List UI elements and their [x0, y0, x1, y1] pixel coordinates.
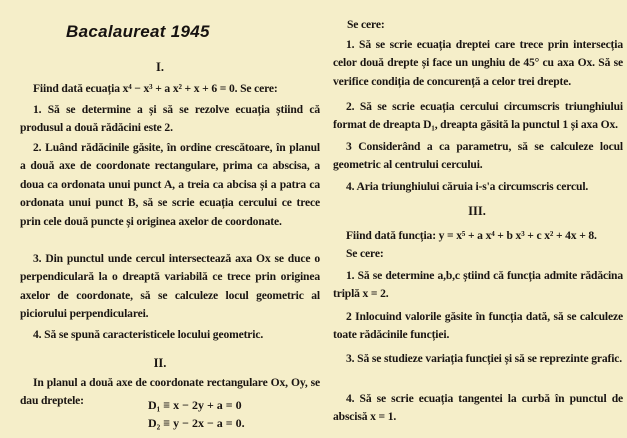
part1-item-2: 2. Luând rădăcinile găsite, în ordine crescătoare, în planul a două axe de coordonate rectangulare, prima ca abscisa, a doua ca ordonata unui punct A, a treia ca abcisa și a patra ca ordonata unui punct B, să se scrie ecuația cercului ce trece prin cele două puncte și originea axelor de coordonate. — [20, 141, 320, 228]
part2-item-4: 4. Aria triunghiului căruia i-s'a circumscris cercul. — [346, 180, 589, 193]
part3-item-2: 2 Inlocuind valorile găsite în funcția dată, să se calculeze toate rădăcinile funcției. — [333, 310, 623, 342]
section-numeral-3: III. — [468, 204, 486, 218]
part1-intro: Fiind dată ecuația x⁴ − x³ + a x² + x + 6 = 0. Se cere: — [33, 82, 278, 95]
part1-item-1: 1. Să se determine a și să se rezolve ecuația știind că produsul a două rădăcini este 2. — [20, 103, 320, 135]
part2-intro: In planul a două axe de coordonate rectangulare Ox, Oy, se dau dreptele: — [20, 376, 320, 408]
part3-se-cere: Se cere: — [346, 247, 384, 260]
part2-item-2: 2. Să se scrie ecuația cercului circumscris triunghiului format de dreapta D₁, dreapta găsită la punctul 1 și axa Ox. — [333, 100, 623, 132]
section-numeral-2: II. — [153, 356, 167, 370]
part3-item-1: 1. Să se determine a,b,c știind că funcția admite rădăcina triplă x = 2. — [333, 269, 623, 301]
part1-item-4: 4. Să se spună caracteristicele locului geometric. — [33, 328, 264, 341]
equation-d1: D₁ ≡ x − 2y + a = 0 — [148, 398, 242, 412]
part3-item-4: 4. Să se scrie ecuația tangentei la curbă în punctul de abscisă x = 1. — [333, 392, 623, 424]
part2-item-1: 1. Să se scrie ecuația dreptei care trece prin intersecția celor două drepte și face un unghiu de 45° cu axa Ox. Să se verifice condiția de concurență a celor trei drepte. — [333, 38, 623, 88]
part1-item-3: 3. Din punctul unde cercul intersectează axa Ox se duce o perpendiculară la o dreaptă variabilă ce trece prin originea axelor de coordonate, să se calculeze locul geometric al piciorului perpendicularei. — [20, 252, 320, 321]
part2-item-3: 3 Considerând a ca parametru, să se calculeze locul geometric al centrului cercului. — [333, 140, 623, 172]
section-numeral-1: I. — [156, 60, 164, 74]
document-title: Bacalaureat 1945 — [66, 22, 210, 41]
part3-item-3: 3. Să se studieze variația funcției și să se reprezinte grafic. — [346, 352, 623, 365]
part2-se-cere: Se cere: — [347, 18, 385, 31]
part3-intro: Fiind dată funcția: y = x⁵ + a x⁴ + b x³ + c x² + 4x + 8. — [346, 229, 597, 242]
equation-d2: D₂ ≡ y − 2x − a = 0. — [148, 416, 245, 430]
